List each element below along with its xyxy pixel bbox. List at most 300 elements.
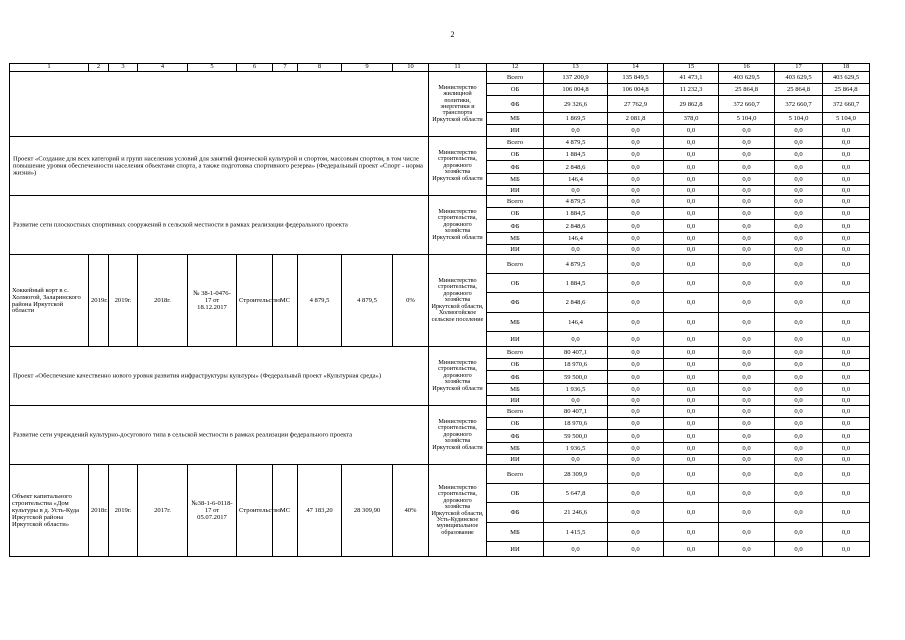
funding-value: 80 407,1 xyxy=(544,347,608,359)
funding-value: 0,0 xyxy=(664,161,719,174)
funding-value: 0,0 xyxy=(719,542,775,557)
header-row xyxy=(10,64,870,72)
funding-value: 0,0 xyxy=(719,455,775,465)
funding-source: ОБ xyxy=(487,208,544,220)
funding-value: 0,0 xyxy=(823,384,870,396)
funding-value: 0,0 xyxy=(775,255,823,274)
funding-value: 1 415,5 xyxy=(544,523,608,542)
funding-value: 0,0 xyxy=(664,332,719,347)
object-year: 2017г. xyxy=(138,465,188,557)
funding-value: 1 884,5 xyxy=(544,208,608,220)
funding-value: 18 970,6 xyxy=(544,418,608,430)
funding-value: 372 660,7 xyxy=(823,96,870,113)
funding-value: 0,0 xyxy=(608,137,664,149)
responsible-ministry: Министерство строительства, дорожного хозяйства Иркутской области xyxy=(429,406,487,465)
funding-value: 0,0 xyxy=(775,174,823,186)
funding-value: 0,0 xyxy=(608,503,664,523)
funding-value: 0,0 xyxy=(775,137,823,149)
funding-value: 0,0 xyxy=(719,443,775,455)
funding-value: 0,0 xyxy=(719,233,775,245)
funding-source: ФБ xyxy=(487,161,544,174)
funding-value: 0,0 xyxy=(664,137,719,149)
funding-value: 0,0 xyxy=(719,245,775,255)
funding-value: 0,0 xyxy=(823,208,870,220)
funding-value: 0,0 xyxy=(775,293,823,313)
remaining-cost: 28 309,90 xyxy=(342,465,393,557)
funding-value: 0,0 xyxy=(719,149,775,161)
column-number: 12 xyxy=(487,64,544,72)
funding-value: 29 862,8 xyxy=(664,96,719,113)
funding-value: 0,0 xyxy=(544,542,608,557)
funding-value: 0,0 xyxy=(608,208,664,220)
funding-value: 0,0 xyxy=(719,293,775,313)
funding-source: ФБ xyxy=(487,293,544,313)
readiness-percent: 0% xyxy=(393,255,429,347)
funding-value: 0,0 xyxy=(608,465,664,484)
responsible-ministry: Министерство строительства, дорожного хозяйства Иркутской области xyxy=(429,137,487,196)
funding-value: 1 936,5 xyxy=(544,443,608,455)
funding-value: 403 629,5 xyxy=(775,72,823,84)
object-year: 2018г. xyxy=(138,255,188,347)
responsible-ministry: Министерство строительства, дорожного хозяйства Иркутской области xyxy=(429,347,487,406)
estimated-cost: 4 879,5 xyxy=(298,255,342,347)
funding-value: 59 500,0 xyxy=(544,371,608,384)
project-description xyxy=(10,137,429,196)
funding-value: 0,0 xyxy=(719,406,775,418)
funding-source: ИИ xyxy=(487,332,544,347)
funding-value: 0,0 xyxy=(608,255,664,274)
funding-source: МБ xyxy=(487,174,544,186)
column-number: 7 xyxy=(273,64,298,72)
funding-value: 0,0 xyxy=(664,255,719,274)
funding-source: МБ xyxy=(487,113,544,125)
funding-value: 4 879,5 xyxy=(544,196,608,208)
funding-value: 403 629,5 xyxy=(823,72,870,84)
funding-value: 0,0 xyxy=(775,465,823,484)
project-description xyxy=(10,406,429,465)
funding-value: 0,0 xyxy=(775,371,823,384)
column-number: 18 xyxy=(823,64,870,72)
funding-value: 0,0 xyxy=(664,149,719,161)
funding-value: 0,0 xyxy=(719,484,775,503)
column-number: 5 xyxy=(188,64,237,72)
funding-value: 2 848,6 xyxy=(544,293,608,313)
funding-value: 0,0 xyxy=(823,406,870,418)
project-description xyxy=(10,347,429,406)
funding-source: Всего xyxy=(487,347,544,359)
funding-value: 0,0 xyxy=(719,430,775,443)
funding-value: 5 647,8 xyxy=(544,484,608,503)
funding-value: 0,0 xyxy=(823,255,870,274)
object-name: Хоккейный корт в с. Холмогой, Заларинского района Иркутской области xyxy=(10,255,89,347)
funding-value: 0,0 xyxy=(608,245,664,255)
project-description-text: Проект «Обеспечение качественно нового уровня развития инфраструктуры культуры» (Федеральный проект «Культурная среда») xyxy=(13,372,382,380)
column-number: 15 xyxy=(664,64,719,72)
permit-number: № 38-1-0476-17 от 18.12.2017 xyxy=(188,255,237,347)
funding-value: 0,0 xyxy=(823,161,870,174)
permit-number: №38-1-6-0118-17 от 05.07.2017 xyxy=(188,465,237,557)
funding-value: 0,0 xyxy=(823,313,870,332)
object-year: 2019г. xyxy=(109,465,138,557)
funding-value: 0,0 xyxy=(719,208,775,220)
funding-value: 27 762,9 xyxy=(608,96,664,113)
funding-value: 0,0 xyxy=(775,384,823,396)
responsible-ministry: Министерство строительства, дорожного хозяйства Иркутской области xyxy=(429,196,487,255)
funding-value: 0,0 xyxy=(544,125,608,137)
funding-source: МБ xyxy=(487,313,544,332)
funding-value: 0,0 xyxy=(664,245,719,255)
funding-value: 0,0 xyxy=(664,125,719,137)
funding-source: ОБ xyxy=(487,359,544,371)
funding-value: 0,0 xyxy=(719,523,775,542)
funding-value: 80 407,1 xyxy=(544,406,608,418)
funding-value: 0,0 xyxy=(719,313,775,332)
funding-source: ИИ xyxy=(487,125,544,137)
funding-value: 0,0 xyxy=(544,186,608,196)
funding-value: 0,0 xyxy=(719,161,775,174)
object-name: Объект капитального строительства «Дом культуры в д. Усть-Куда Иркутской района Иркутской области» xyxy=(10,465,89,557)
page-number: 2 xyxy=(450,30,455,39)
funding-value: 0,0 xyxy=(664,406,719,418)
funding-value: 372 660,7 xyxy=(775,96,823,113)
funding-value: 0,0 xyxy=(664,359,719,371)
funding-value: 0,0 xyxy=(775,503,823,523)
funding-value: 0,0 xyxy=(608,359,664,371)
funding-source: ФБ xyxy=(487,430,544,443)
column-number: 8 xyxy=(298,64,342,72)
funding-value: 0,0 xyxy=(823,347,870,359)
funding-value: 0,0 xyxy=(775,220,823,233)
column-number: 13 xyxy=(544,64,608,72)
funding-source: ФБ xyxy=(487,371,544,384)
funding-value: 106 004,8 xyxy=(544,84,608,96)
funding-source: ФБ xyxy=(487,220,544,233)
funding-value: 0,0 xyxy=(608,233,664,245)
funding-source: ОБ xyxy=(487,484,544,503)
column-number: 2 xyxy=(89,64,109,72)
funding-value: 0,0 xyxy=(719,255,775,274)
funding-value: 0,0 xyxy=(823,396,870,406)
funding-source: ОБ xyxy=(487,418,544,430)
project-description xyxy=(10,196,429,255)
funding-source: ФБ xyxy=(487,503,544,523)
column-number: 4 xyxy=(138,64,188,72)
funding-value: 0,0 xyxy=(823,359,870,371)
column-number: 1 xyxy=(10,64,89,72)
funding-value: 0,0 xyxy=(664,174,719,186)
funding-value: 0,0 xyxy=(608,523,664,542)
funding-value: 0,0 xyxy=(664,465,719,484)
funding-value: 0,0 xyxy=(664,233,719,245)
funding-value: 0,0 xyxy=(608,484,664,503)
funding-value: 0,0 xyxy=(719,503,775,523)
funding-value: 0,0 xyxy=(608,384,664,396)
funding-value: 378,0 xyxy=(664,113,719,125)
funding-value: 106 004,8 xyxy=(608,84,664,96)
funding-value: 0,0 xyxy=(775,313,823,332)
funding-value: 5 104,0 xyxy=(719,113,775,125)
funding-value: 0,0 xyxy=(775,149,823,161)
funding-value: 0,0 xyxy=(664,347,719,359)
funding-value: 0,0 xyxy=(775,196,823,208)
object-year: 2018г. xyxy=(89,465,109,557)
funding-value: 0,0 xyxy=(608,125,664,137)
funding-value: 0,0 xyxy=(775,233,823,245)
funding-source: МБ xyxy=(487,233,544,245)
funding-source: МБ xyxy=(487,523,544,542)
budget-table xyxy=(9,63,870,557)
funding-value: 0,0 xyxy=(775,245,823,255)
responsible-ministry: Министерство жилищной политики, энергетики и транспорта Иркутской области xyxy=(429,72,487,137)
funding-value: 0,0 xyxy=(823,523,870,542)
funding-source: ФБ xyxy=(487,96,544,113)
funding-value: 0,0 xyxy=(775,542,823,557)
funding-value: 0,0 xyxy=(775,161,823,174)
funding-source: ОБ xyxy=(487,149,544,161)
responsible-ministry: Министерство строительства, дорожного хозяйства Иркутской области, Усть-Кудинское муниципальное образование xyxy=(429,465,487,557)
funding-row xyxy=(10,72,870,84)
funding-value: 0,0 xyxy=(664,484,719,503)
project-description-text: Проект «Создание для всех категорий и групп населения условий для занятий физической культурой и спортом, массовым спортом, в том числе повышение уровня обеспеченности населения объектами спорта, а также подготовка спортивного резерва» (Федеральный проект «Спорт - норма жизни») xyxy=(13,155,423,177)
funding-value: 0,0 xyxy=(823,149,870,161)
funding-value: 0,0 xyxy=(608,455,664,465)
funding-value: 28 309,9 xyxy=(544,465,608,484)
responsible-ministry: Министерство строительства, дорожного хозяйства Иркутской области, Холмогойское сельское поселение xyxy=(429,255,487,347)
funding-value: 0,0 xyxy=(775,347,823,359)
funding-source: ОБ xyxy=(487,84,544,96)
funding-value: 0,0 xyxy=(823,418,870,430)
funding-value: 135 849,5 xyxy=(608,72,664,84)
funding-value: 0,0 xyxy=(608,430,664,443)
funding-value: 0,0 xyxy=(664,371,719,384)
column-number: 10 xyxy=(393,64,429,72)
funding-value: 25 864,8 xyxy=(719,84,775,96)
funding-value: 0,0 xyxy=(775,430,823,443)
column-number: 17 xyxy=(775,64,823,72)
funding-value: 0,0 xyxy=(608,161,664,174)
funding-value: 0,0 xyxy=(823,186,870,196)
funding-value: 0,0 xyxy=(823,125,870,137)
funding-value: 1 884,5 xyxy=(544,149,608,161)
funding-value: 2 848,6 xyxy=(544,220,608,233)
funding-value: 0,0 xyxy=(823,455,870,465)
funding-source: Всего xyxy=(487,465,544,484)
funding-value: 2 848,6 xyxy=(544,161,608,174)
funding-value: 0,0 xyxy=(775,332,823,347)
funding-value: 403 629,5 xyxy=(719,72,775,84)
funding-value: 5 104,0 xyxy=(775,113,823,125)
funding-value: 0,0 xyxy=(608,196,664,208)
funding-row xyxy=(10,196,870,208)
work-type: Строительство xyxy=(237,255,273,347)
funding-value: 0,0 xyxy=(823,542,870,557)
funding-value: 0,0 xyxy=(664,523,719,542)
funding-source: Всего xyxy=(487,72,544,84)
funding-source: МБ xyxy=(487,384,544,396)
remaining-cost: 4 879,5 xyxy=(342,255,393,347)
funding-value: 0,0 xyxy=(823,220,870,233)
funding-value: 2 081,8 xyxy=(608,113,664,125)
funding-source: Всего xyxy=(487,196,544,208)
funding-value: 0,0 xyxy=(823,196,870,208)
funding-value: 0,0 xyxy=(608,396,664,406)
funding-value: 11 232,3 xyxy=(664,84,719,96)
funding-source: ИИ xyxy=(487,396,544,406)
column-number: 6 xyxy=(237,64,273,72)
funding-source: ОБ xyxy=(487,274,544,293)
funding-source: ИИ xyxy=(487,455,544,465)
funding-value: 0,0 xyxy=(664,542,719,557)
funding-value: 0,0 xyxy=(719,274,775,293)
funding-value: 0,0 xyxy=(664,196,719,208)
budget-level: МС xyxy=(273,255,298,347)
funding-value: 1 869,5 xyxy=(544,113,608,125)
funding-value: 0,0 xyxy=(664,293,719,313)
funding-value: 0,0 xyxy=(664,503,719,523)
funding-value: 1 936,5 xyxy=(544,384,608,396)
funding-value: 0,0 xyxy=(608,174,664,186)
funding-value: 0,0 xyxy=(664,186,719,196)
funding-value: 0,0 xyxy=(664,208,719,220)
funding-value: 0,0 xyxy=(608,406,664,418)
funding-source: ИИ xyxy=(487,186,544,196)
funding-source: ИИ xyxy=(487,245,544,255)
funding-value: 0,0 xyxy=(719,347,775,359)
estimated-cost: 47 183,20 xyxy=(298,465,342,557)
funding-value: 5 104,0 xyxy=(823,113,870,125)
funding-value: 0,0 xyxy=(823,174,870,186)
funding-value: 0,0 xyxy=(544,455,608,465)
funding-source: Всего xyxy=(487,137,544,149)
funding-value: 0,0 xyxy=(664,220,719,233)
funding-value: 1 884,5 xyxy=(544,274,608,293)
funding-value: 0,0 xyxy=(608,332,664,347)
funding-value: 0,0 xyxy=(775,186,823,196)
funding-value: 146,4 xyxy=(544,233,608,245)
funding-value: 0,0 xyxy=(719,220,775,233)
funding-value: 0,0 xyxy=(608,347,664,359)
column-number: 3 xyxy=(109,64,138,72)
funding-source: ИИ xyxy=(487,542,544,557)
funding-row xyxy=(10,255,870,274)
funding-value: 372 660,7 xyxy=(719,96,775,113)
funding-value: 21 246,6 xyxy=(544,503,608,523)
funding-value: 137 200,9 xyxy=(544,72,608,84)
funding-value: 0,0 xyxy=(775,406,823,418)
funding-value: 0,0 xyxy=(664,443,719,455)
funding-value: 0,0 xyxy=(823,430,870,443)
funding-value: 0,0 xyxy=(719,125,775,137)
column-number: 11 xyxy=(429,64,487,72)
funding-value: 0,0 xyxy=(608,220,664,233)
funding-value: 0,0 xyxy=(823,274,870,293)
column-number: 9 xyxy=(342,64,393,72)
funding-row xyxy=(10,465,870,484)
funding-value: 0,0 xyxy=(823,332,870,347)
funding-value: 0,0 xyxy=(664,430,719,443)
work-type: Строительство xyxy=(237,465,273,557)
funding-value: 0,0 xyxy=(608,313,664,332)
funding-value: 0,0 xyxy=(608,418,664,430)
funding-value: 0,0 xyxy=(608,443,664,455)
funding-value: 0,0 xyxy=(608,274,664,293)
funding-value: 0,0 xyxy=(608,293,664,313)
funding-source: Всего xyxy=(487,255,544,274)
funding-value: 0,0 xyxy=(664,313,719,332)
funding-value: 0,0 xyxy=(608,542,664,557)
funding-value: 0,0 xyxy=(775,125,823,137)
funding-value: 146,4 xyxy=(544,313,608,332)
funding-value: 0,0 xyxy=(823,137,870,149)
funding-value: 0,0 xyxy=(544,396,608,406)
funding-value: 29 326,6 xyxy=(544,96,608,113)
funding-source: МБ xyxy=(487,443,544,455)
funding-value: 146,4 xyxy=(544,174,608,186)
funding-value: 0,0 xyxy=(823,503,870,523)
funding-value: 0,0 xyxy=(775,359,823,371)
funding-value: 0,0 xyxy=(719,186,775,196)
funding-value: 0,0 xyxy=(664,418,719,430)
funding-value: 0,0 xyxy=(775,455,823,465)
funding-value: 0,0 xyxy=(608,371,664,384)
funding-value: 0,0 xyxy=(719,332,775,347)
funding-value: 0,0 xyxy=(775,443,823,455)
funding-row xyxy=(10,347,870,359)
funding-value: 0,0 xyxy=(608,149,664,161)
funding-value: 41 473,1 xyxy=(664,72,719,84)
funding-row xyxy=(10,406,870,418)
funding-value: 0,0 xyxy=(775,523,823,542)
funding-value: 0,0 xyxy=(664,384,719,396)
funding-value: 4 879,5 xyxy=(544,137,608,149)
funding-value: 0,0 xyxy=(719,196,775,208)
funding-value: 0,0 xyxy=(719,359,775,371)
funding-value: 25 864,8 xyxy=(775,84,823,96)
funding-value: 0,0 xyxy=(719,396,775,406)
funding-value: 0,0 xyxy=(775,396,823,406)
project-description xyxy=(10,72,429,137)
funding-value: 0,0 xyxy=(775,418,823,430)
project-description-text: Развитие сети плоскостных спортивных сооружений в сельской местности в рамках реализации федерального проекта xyxy=(13,221,348,229)
funding-value: 0,0 xyxy=(823,443,870,455)
funding-value: 0,0 xyxy=(664,396,719,406)
project-description-text: Развитие сети учреждений культурно-досугового типа в сельской местности в рамках реализации федерального проекта xyxy=(13,431,353,439)
funding-value: 0,0 xyxy=(664,274,719,293)
funding-value: 0,0 xyxy=(823,371,870,384)
funding-source: Всего xyxy=(487,406,544,418)
object-year: 2019г. xyxy=(89,255,109,347)
object-year: 2019г. xyxy=(109,255,138,347)
funding-value: 0,0 xyxy=(719,371,775,384)
funding-value: 0,0 xyxy=(775,484,823,503)
funding-value: 4 879,5 xyxy=(544,255,608,274)
funding-row xyxy=(10,137,870,149)
column-number: 14 xyxy=(608,64,664,72)
funding-value: 0,0 xyxy=(664,455,719,465)
funding-value: 18 970,6 xyxy=(544,359,608,371)
funding-value: 0,0 xyxy=(823,245,870,255)
funding-value: 25 864,8 xyxy=(823,84,870,96)
funding-value: 0,0 xyxy=(719,418,775,430)
budget-level: МС xyxy=(273,465,298,557)
funding-value: 0,0 xyxy=(719,384,775,396)
readiness-percent: 40% xyxy=(393,465,429,557)
funding-value: 0,0 xyxy=(823,293,870,313)
funding-value: 0,0 xyxy=(544,245,608,255)
funding-value: 0,0 xyxy=(719,174,775,186)
funding-value: 0,0 xyxy=(823,465,870,484)
funding-value: 0,0 xyxy=(823,233,870,245)
